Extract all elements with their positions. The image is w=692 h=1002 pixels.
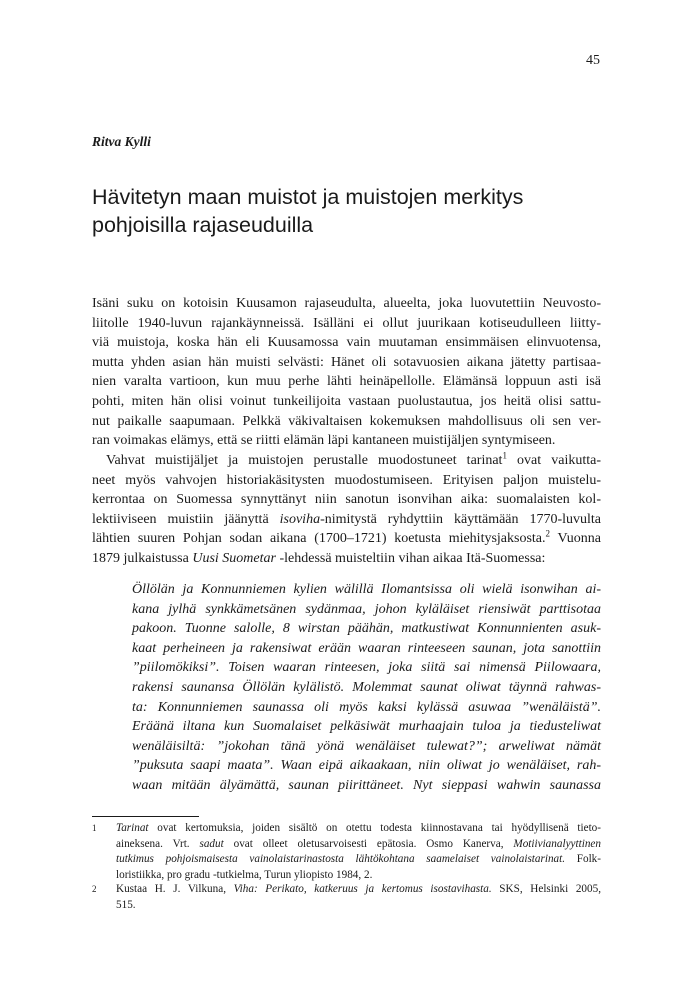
footnote-mark: 2 <box>92 884 97 894</box>
block-quote <box>132 580 601 796</box>
footnote-line <box>116 821 601 837</box>
text-segment: -nimitystä ryhdyttiin käyttämään 1770-luvulta <box>320 511 602 527</box>
text-segment: SKS, Helsinki 2005, <box>491 883 601 895</box>
footnote-mark: 1 <box>92 823 97 833</box>
work-title: Motiivianalyyttinen <box>513 837 601 850</box>
text-segment: aineksena. Vrt. <box>116 837 200 850</box>
text-line: nien varalta vartioon, kun muu perhe lähti heinäpellolle. Elämänsä loppuun asti isä <box>92 374 601 390</box>
quote-line: kaat perheineen ja rakensiwat erään waaran rinteeseen saunan, jota sanottiin <box>132 640 601 656</box>
footnote-line <box>116 882 601 898</box>
work-title: tutkimus pohjoismaisesta vainolaistarinastosta lähtökohtana saamelaiset vainolaistarinat. <box>116 853 566 866</box>
article-title <box>92 183 612 239</box>
italic-term: sadut <box>199 837 224 850</box>
work-title: Viha: Perikato, katkeruus ja kertomus isostavihasta. <box>233 883 492 895</box>
text-line <box>92 451 601 471</box>
footnote-divider <box>92 816 199 817</box>
text-segment: Folk- <box>565 853 601 866</box>
text-line: nut paikalle saapumaan. Pelkkä väkivaltaisen kokemuksen mahdollisuus oli sen ver- <box>92 413 601 429</box>
text-line <box>92 510 601 530</box>
footnote-text <box>116 821 601 883</box>
quote-line: wenäläisiltä: ”jokohan tänä yönä wenäläiset tulewat?”; arweliwat nämät <box>132 738 601 754</box>
text-segment: Vahvat muistijäljet ja muistojen perustalle muodostuneet tarinat <box>106 453 503 468</box>
quote-line: ta: Konnunniemen saunassa oli myös kaksi kylässä asuwaa ”wenäläistä”. <box>132 699 601 715</box>
italic-term: Tarinat <box>116 822 149 834</box>
text-segment: lähtien suuren Pohjan sodan aikana (1700–1721) koetusta miehitysjaksosta. <box>92 531 546 547</box>
text-segment: ovat olleet oletusarvoisesti epätosia. Osmo Kanerva, <box>223 837 514 850</box>
text-line: pohti, miten hän olisi voinut tunkeilijoita vastaan puolustautua, jos heitä olisi sattu- <box>92 393 601 409</box>
text-line: kerrontaa on Suomessa synnyttänyt niin sanotun isonvihan aika: suomalaisten kol- <box>92 492 601 508</box>
title-line: pohjoisilla rajaseuduilla <box>92 213 314 237</box>
text-line <box>92 529 601 549</box>
quote-line: ”piilomökiksi”. Toisen waaran rinteesen, joka siitä sai nimensä Piilowaara, <box>132 660 601 676</box>
text-line: neet myös vahvojen historiakäsitysten muodostumiseen. Erityisen paljon muistelu- <box>92 472 601 488</box>
text-line: ran voimakas elämys, että se riitti elämän läpi kantaneen muistijäljen syntymiseen. <box>92 433 556 449</box>
paragraph-2 <box>92 451 601 569</box>
title-line: Hävitetyn maan muistot ja muistojen merkitys <box>92 185 524 209</box>
text-segment: Kustaa H. J. Vilkuna, <box>116 883 234 895</box>
italic-term: isoviha <box>279 511 321 527</box>
newspaper-title: Uusi Suometar <box>192 550 276 566</box>
quote-line: waan mitään älyämättä, saunan piirittäneet. Nyt sieppasi wahwin saunassa <box>132 777 601 793</box>
author-name: Ritva Kylli <box>92 134 151 149</box>
text-segment: ovat vaikutta- <box>506 453 601 468</box>
quote-line: Eräänä iltana kun Suomalaiset pelkäsiwät murhaajain tuloa ja tiedusteliwat <box>132 719 601 735</box>
text-line: liitolle 1940-luvun rajankäynneissä. Isälläni ei ollut juurikaan kotiseudulleen liitty- <box>92 315 601 331</box>
text-line: Isäni suku on kotoisin Kuusamon rajaseudulta, alueelta, joka luovutettiin Neuvosto- <box>92 296 601 311</box>
quote-line: ”puksuta saapi maata”. Waan eipä aikaakaan, niin oliwat jo wenäläiset, rah- <box>132 758 601 774</box>
footnote-line <box>116 837 601 853</box>
footnote-line: loristiikka, pro gradu -tutkielma, Turun yliopisto 1984, 2. <box>116 868 373 881</box>
text-line: viä muistoja, koska hän eli Kuusamossa vain muutaman ensimmäisen elinvuotensa, <box>92 335 601 351</box>
quote-line: rakensi saunansa Öllölän kylälistö. Molemmat saunat oliwat täynnä rahwas- <box>132 679 601 695</box>
text-segment: 1879 julkaistussa <box>92 550 193 566</box>
text-line: mutta yhden asian hän muisti selvästi: Hänet oli sotavuosien aikana jätetty partisaa- <box>92 354 601 370</box>
text-segment: ovat kertomuksia, joiden sisältö on otettu todesta kiinnostavana tai hyödyllisenä tieto- <box>148 822 601 834</box>
paragraph-1 <box>92 294 601 451</box>
text-segment: -lehdessä muisteltiin vihan aikaa Itä-Suomessa: <box>275 550 546 566</box>
page-number: 45 <box>586 53 600 68</box>
footnote-text <box>116 882 601 913</box>
footnote-ref-1[interactable]: 1 <box>502 450 507 461</box>
text-segment: lektiiviseen muistiin jäänyttä <box>92 511 280 527</box>
quote-line: kana jylhä synkkämetsänen sydänmaa, johon kyläläiset riensiwät parttisotaa <box>132 601 601 617</box>
footnote-line: 515. <box>116 898 136 911</box>
footnote-ref-2[interactable]: 2 <box>545 528 551 539</box>
footnote-line <box>116 852 601 868</box>
text-segment: Vuonna <box>550 531 602 547</box>
quote-line: pakoon. Tuonne salolle, 8 wirstan päähän, matkustiwat Konnunnienten asuk- <box>132 621 601 637</box>
quote-line: Öllölän ja Konnunniemen kylien wälillä Ilomantsissa oli wielä isonwihan ai- <box>132 582 601 597</box>
text-line <box>92 549 601 569</box>
